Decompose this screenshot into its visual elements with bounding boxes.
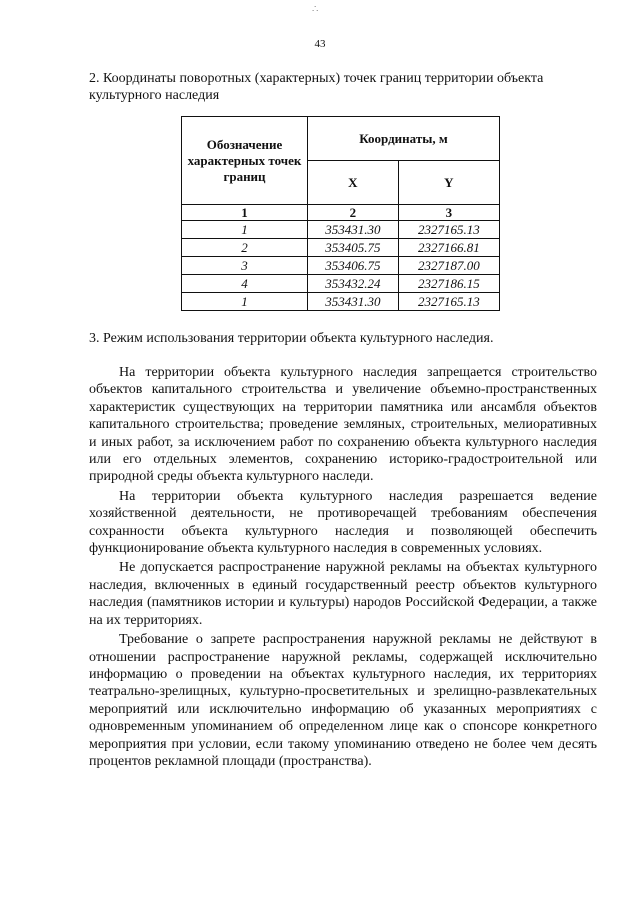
section-3-heading: 3. Режим использования территории объекта культурного наследия. [89, 331, 494, 346]
table-row [182, 257, 500, 275]
point-cell: 2 [182, 239, 308, 257]
column-number: 2 [308, 205, 399, 221]
table-row [182, 221, 500, 239]
y-cell: 2327165.13 [398, 221, 499, 239]
x-cell: 353431.30 [308, 221, 399, 239]
y-header: Y [398, 161, 499, 205]
x-cell: 353431.30 [308, 293, 399, 311]
paragraph: Не допускается распространение наружной рекламы на объектах культурного наследия, включенных в единый государственный реестр объектов культурного наследия (памятников истории и культуры) народов Российской Федерации, а также на их территориях. [89, 560, 597, 628]
table-row [182, 293, 500, 311]
column-number: 1 [182, 205, 308, 221]
point-cell: 1 [182, 293, 308, 311]
point-designation-header: Обозначение характерных точек границ [182, 117, 308, 205]
y-cell: 2327165.13 [398, 293, 499, 311]
column-number-row [182, 205, 500, 221]
x-header: X [308, 161, 399, 205]
scan-mark: ∴ [312, 4, 319, 15]
table-row [182, 239, 500, 257]
x-cell: 353432.24 [308, 275, 399, 293]
point-cell: 4 [182, 275, 308, 293]
paragraph: На территории объекта культурного наследия разрешается ведение хозяйственной деятельности, не противоречащей требованиям обеспечения сохранности объекта культурного наследия и позволяющей обеспечить функционирование объекта культурного наследия в современных условиях. [89, 488, 597, 557]
body-text [89, 364, 597, 770]
paragraph: На территории объекта культурного наследия запрещается строительство объектов капитального строительства и увеличение объемно-пространственных характеристик существующих на территории памятника или ансамбля объектов капитального строительства; проведение земляных, строительных, мелиоративных и иных работ, за исключением работ по сохранению объекта культурного наследия или его отдельных элементов, сохранению историко-градостроительной или природной среды объекта культурного наследи. [89, 365, 597, 485]
coordinates-table [181, 116, 500, 311]
point-cell: 3 [182, 257, 308, 275]
table-header-row [182, 117, 500, 161]
page-number: 43 [314, 38, 326, 50]
section-2-heading: 2. Координаты поворотных (характерных) точек границ территории объекта культурного наследия [89, 71, 544, 103]
y-cell: 2327166.81 [398, 239, 499, 257]
point-cell: 1 [182, 221, 308, 239]
x-cell: 353405.75 [308, 239, 399, 257]
paragraph: Требование о запрете распространения наружной рекламы не действуют в отношении распространение наружной рекламы, содержащей исключительно информацию о проведении на объектах культурного наследия, их территориях театрально-зрелищных, культурно-просветительных и зрелищно-развлекательных мероприятий или исключительно информацию об указанных мероприятиях с одновременным упоминанием об определенном лице как о спонсоре конкретного мероприятия при условии, если такому упоминанию отведено не более чем десять процентов рекламной площади (пространства). [89, 632, 597, 769]
y-cell: 2327187.00 [398, 257, 499, 275]
x-cell: 353406.75 [308, 257, 399, 275]
table-row [182, 275, 500, 293]
y-cell: 2327186.15 [398, 275, 499, 293]
coordinates-header: Координаты, м [308, 117, 500, 161]
column-number: 3 [398, 205, 499, 221]
